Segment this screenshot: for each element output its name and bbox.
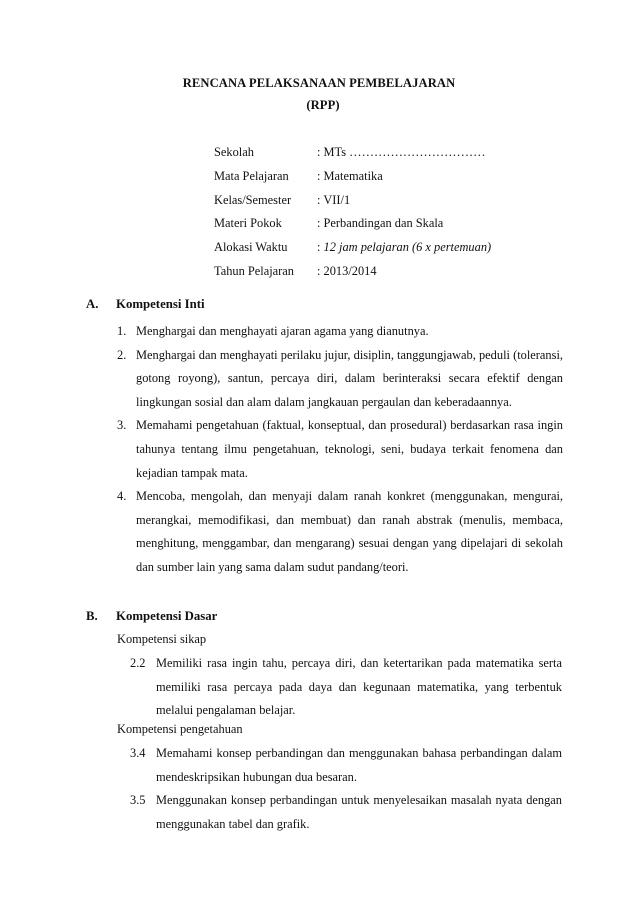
kd-item-text: Memahami konsep perbandingan dan menggunakan bahasa perbandingan dalam mendeskripsikan hubungan dua besaran. (156, 746, 562, 784)
kd-item-text: Memiliki rasa ingin tahu, percaya diri, dan ketertarikan pada matematika serta memiliki rasa percaya pada daya dan kegunaan matematika, yang terbentuk melalui pengalaman belajar. (156, 656, 562, 718)
identity-label: Mata Pelajaran (214, 168, 289, 183)
identity-value: : Matematika (317, 168, 383, 183)
document-subtitle (0, 98, 638, 113)
list-item (117, 320, 563, 344)
identity-label: Materi Pokok (214, 216, 282, 231)
identity-label: Sekolah (214, 145, 254, 159)
document-title (0, 76, 638, 91)
list-item-number: 4. (117, 489, 127, 504)
list-item-number: 2. (117, 347, 127, 362)
identity-label: Alokasi Waktu (214, 240, 288, 255)
list-item-text: Menghargai dan menghayati perilaku jujur, disiplin, tanggungjawab, peduli (toleransi, gotong royong), santun, percaya diri, dalam berinteraksi secara efektif dengan lingkungan sosial dan alam dalam jangkauan pergaulan dan keberadaannya. (136, 347, 563, 409)
section-b-title: Kompetensi Dasar (116, 609, 218, 623)
identity-value: : 2013/2014 (317, 263, 377, 278)
kd-item-number: 3.5 (130, 793, 146, 807)
identity-value: : VII/1 (317, 192, 351, 207)
section-b-heading (86, 609, 217, 624)
identity-label: Tahun Pelajaran (214, 263, 294, 278)
document-title-text: RENCANA PELAKSANAAN PEMBELAJARAN (182, 76, 456, 90)
list-item-text: Mencoba, mengolah, dan menyaji dalam ranah konkret (menggunakan, mengurai, merangkai, memodifikasi, dan membuat) dan ranah abstrak (menulis, membaca, menghitung, menggambar, dan mengarang) sesuai dengan yang dipelajari di sekolah dan sumber lain yang sama dalam sudut pandang/teori. (136, 489, 563, 574)
identity-value: : Perbandingan dan Skala (317, 216, 444, 231)
kompetensi-pengetahuan-label: Kompetensi pengetahuan (117, 722, 243, 736)
kompetensi-inti-list (117, 320, 563, 580)
section-a-title: Kompetensi Inti (116, 297, 205, 311)
identity-label: Kelas/Semester (214, 192, 292, 207)
document-subtitle-text: (RPP) (306, 98, 340, 112)
list-item (117, 344, 563, 415)
section-a-label: A. (86, 297, 99, 311)
kompetensi-sikap-label: Kompetensi sikap (117, 632, 207, 646)
identity-value-prefix: : (317, 240, 324, 255)
list-item-number: 3. (117, 418, 127, 433)
kd-item-3-4 (130, 742, 562, 789)
section-a-heading (86, 297, 205, 312)
kd-item-text: Menggunakan konsep perbandingan untuk menyelesaikan masalah nyata dengan menggunakan tabel dan grafik. (156, 793, 562, 831)
list-item (117, 414, 563, 485)
kd-item-3-5 (130, 789, 562, 836)
list-item-text: Menghargai dan menghayati ajaran agama yang dianutnya. (136, 324, 429, 338)
kd-item-number: 3.4 (130, 746, 146, 760)
kd-item-number: 2.2 (130, 656, 146, 670)
section-b-label: B. (86, 609, 98, 623)
list-item-text: Memahami pengetahuan (faktual, konseptual, dan prosedural) berdasarkan rasa ingin tahunya tentang ilmu pengetahuan, teknologi, seni, budaya terkait fenomena dan kejadian tampak mata. (136, 418, 563, 480)
identity-value (317, 240, 491, 255)
kd-item-2-2 (130, 652, 562, 723)
identity-value: : MTs …………………………… (317, 145, 486, 159)
list-item-number: 1. (117, 324, 127, 338)
identity-value-italic: 12 jam pelajaran (6 x pertemuan) (323, 240, 492, 255)
list-item (117, 485, 563, 579)
